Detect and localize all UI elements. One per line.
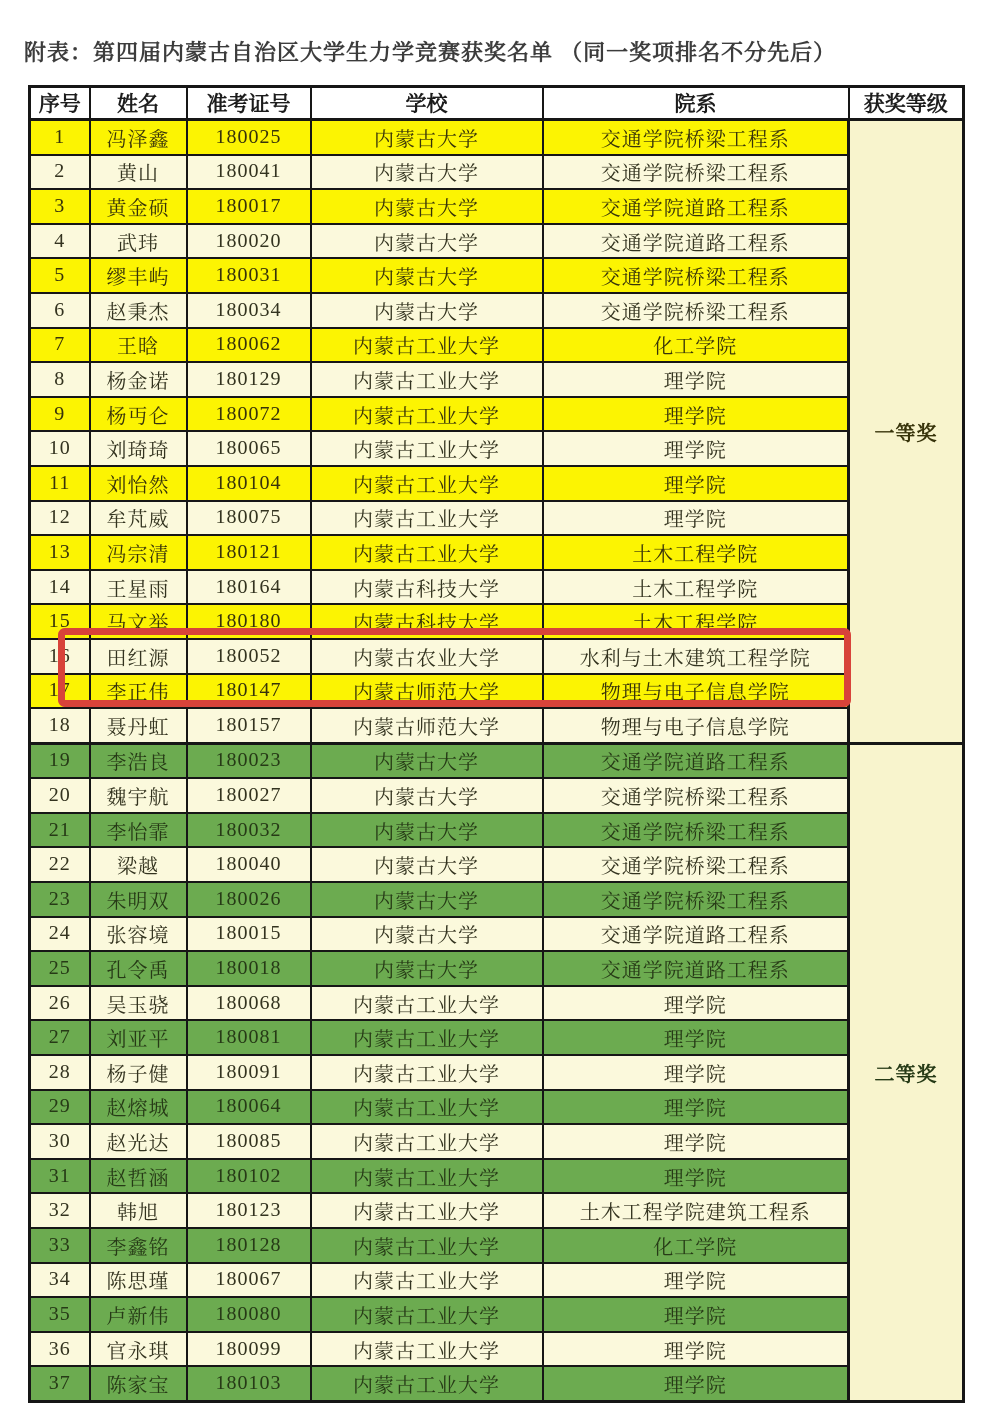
cell-name: 牟芃威 — [90, 501, 187, 536]
cell-school: 内蒙古大学 — [311, 293, 543, 328]
cell-school: 内蒙古大学 — [311, 951, 543, 986]
cell-school: 内蒙古大学 — [311, 258, 543, 293]
cell-department: 交通学院桥梁工程系 — [543, 882, 849, 917]
cell-name: 黄金硕 — [90, 189, 187, 224]
cell-name: 吴玉骁 — [90, 986, 187, 1021]
cell-name: 李浩良 — [90, 743, 187, 778]
cell-name: 杨金诺 — [90, 362, 187, 397]
cell-exam-id: 180067 — [187, 1263, 311, 1298]
cell-no: 34 — [30, 1263, 90, 1298]
cell-name: 王晗 — [90, 328, 187, 363]
table-row — [30, 501, 964, 536]
header-row — [30, 87, 964, 120]
cell-school: 内蒙古工业大学 — [311, 535, 543, 570]
cell-exam-id: 180062 — [187, 328, 311, 363]
table-row — [30, 1193, 964, 1228]
cell-department: 理学院 — [543, 1124, 849, 1159]
cell-school: 内蒙古科技大学 — [311, 570, 543, 605]
table-row — [30, 535, 964, 570]
table-row — [30, 639, 964, 674]
cell-department: 交通学院道路工程系 — [543, 224, 849, 259]
col-header-exam-id: 准考证号 — [187, 87, 311, 120]
cell-department: 理学院 — [543, 986, 849, 1021]
cell-no: 4 — [30, 224, 90, 259]
cell-name: 赵哲涵 — [90, 1159, 187, 1194]
cell-name: 梁越 — [90, 847, 187, 882]
cell-department: 交通学院道路工程系 — [543, 917, 849, 952]
cell-department: 理学院 — [543, 362, 849, 397]
cell-department: 理学院 — [543, 1297, 849, 1332]
cell-school: 内蒙古工业大学 — [311, 1090, 543, 1125]
cell-name: 官永琪 — [90, 1332, 187, 1367]
table-row — [30, 155, 964, 190]
cell-department: 化工学院 — [543, 328, 849, 363]
table-row — [30, 466, 964, 501]
table-row — [30, 951, 964, 986]
cell-name: 魏宇航 — [90, 778, 187, 813]
cell-exam-id: 180072 — [187, 397, 311, 432]
cell-school: 内蒙古大学 — [311, 813, 543, 848]
cell-exam-id: 180091 — [187, 1055, 311, 1090]
cell-exam-id: 180034 — [187, 293, 311, 328]
cell-department: 交通学院桥梁工程系 — [543, 847, 849, 882]
cell-department: 理学院 — [543, 1332, 849, 1367]
cell-name: 刘琦琦 — [90, 431, 187, 466]
cell-exam-id: 180025 — [187, 120, 311, 155]
cell-no: 33 — [30, 1228, 90, 1263]
table-row — [30, 570, 964, 605]
cell-department: 土木工程学院建筑工程系 — [543, 1193, 849, 1228]
cell-exam-id: 180018 — [187, 951, 311, 986]
table-row — [30, 328, 964, 363]
cell-exam-id: 180031 — [187, 258, 311, 293]
cell-name: 朱明双 — [90, 882, 187, 917]
cell-department: 理学院 — [543, 1020, 849, 1055]
awards-table — [28, 85, 965, 1403]
cell-no: 5 — [30, 258, 90, 293]
cell-name: 赵光达 — [90, 1124, 187, 1159]
cell-department: 化工学院 — [543, 1228, 849, 1263]
col-header-award-level: 获奖等级 — [849, 87, 964, 120]
table-row — [30, 1090, 964, 1125]
table-row — [30, 1366, 964, 1401]
cell-school: 内蒙古工业大学 — [311, 501, 543, 536]
cell-no: 17 — [30, 674, 90, 709]
cell-no: 14 — [30, 570, 90, 605]
col-header-department: 院系 — [543, 87, 849, 120]
cell-department: 理学院 — [543, 1055, 849, 1090]
cell-name: 刘怡然 — [90, 466, 187, 501]
cell-no: 30 — [30, 1124, 90, 1159]
page-title: 附表：第四届内蒙古自治区大学生力学竞赛获奖名单 （同一奖项排名不分先后） — [24, 40, 837, 65]
cell-department: 交通学院道路工程系 — [543, 951, 849, 986]
cell-name: 田红源 — [90, 639, 187, 674]
table-row — [30, 813, 964, 848]
cell-school: 内蒙古工业大学 — [311, 1193, 543, 1228]
cell-name: 聂丹虹 — [90, 708, 187, 743]
cell-exam-id: 180023 — [187, 743, 311, 778]
col-header-no: 序号 — [30, 87, 90, 120]
table-row — [30, 986, 964, 1021]
cell-school: 内蒙古工业大学 — [311, 1263, 543, 1298]
table-row — [30, 882, 964, 917]
cell-no: 10 — [30, 431, 90, 466]
cell-school: 内蒙古工业大学 — [311, 986, 543, 1021]
cell-school: 内蒙古师范大学 — [311, 708, 543, 743]
cell-department: 理学院 — [543, 501, 849, 536]
table-row — [30, 120, 964, 155]
cell-school: 内蒙古大学 — [311, 917, 543, 952]
cell-exam-id: 180157 — [187, 708, 311, 743]
cell-exam-id: 180017 — [187, 189, 311, 224]
cell-school: 内蒙古工业大学 — [311, 431, 543, 466]
cell-no: 37 — [30, 1366, 90, 1401]
cell-department: 理学院 — [543, 1090, 849, 1125]
cell-no: 18 — [30, 708, 90, 743]
cell-department: 交通学院道路工程系 — [543, 743, 849, 778]
cell-school: 内蒙古工业大学 — [311, 1020, 543, 1055]
cell-name: 陈家宝 — [90, 1366, 187, 1401]
cell-school: 内蒙古工业大学 — [311, 1366, 543, 1401]
cell-exam-id: 180147 — [187, 674, 311, 709]
cell-no: 36 — [30, 1332, 90, 1367]
cell-department: 交通学院桥梁工程系 — [543, 813, 849, 848]
cell-exam-id: 180099 — [187, 1332, 311, 1367]
cell-name: 孔令禹 — [90, 951, 187, 986]
cell-name: 黄山 — [90, 155, 187, 190]
cell-school: 内蒙古科技大学 — [311, 604, 543, 639]
table-row — [30, 258, 964, 293]
cell-no: 35 — [30, 1297, 90, 1332]
table-row — [30, 431, 964, 466]
cell-school: 内蒙古工业大学 — [311, 1159, 543, 1194]
table-row — [30, 1263, 964, 1298]
table-body — [30, 120, 964, 1402]
table-row — [30, 743, 964, 778]
cell-name: 缪丰屿 — [90, 258, 187, 293]
cell-name: 韩旭 — [90, 1193, 187, 1228]
cell-department: 物理与电子信息学院 — [543, 674, 849, 709]
col-header-name: 姓名 — [90, 87, 187, 120]
cell-department: 土木工程学院 — [543, 604, 849, 639]
cell-name: 陈思瑾 — [90, 1263, 187, 1298]
cell-name: 刘亚平 — [90, 1020, 187, 1055]
table-row — [30, 778, 964, 813]
cell-school: 内蒙古大学 — [311, 189, 543, 224]
award-level-cell-second-prize: 二等奖 — [849, 743, 964, 1401]
cell-department: 物理与电子信息学院 — [543, 708, 849, 743]
cell-department: 理学院 — [543, 431, 849, 466]
cell-exam-id: 180041 — [187, 155, 311, 190]
cell-exam-id: 180085 — [187, 1124, 311, 1159]
cell-no: 26 — [30, 986, 90, 1021]
cell-no: 20 — [30, 778, 90, 813]
cell-no: 8 — [30, 362, 90, 397]
cell-name: 王星雨 — [90, 570, 187, 605]
cell-no: 3 — [30, 189, 90, 224]
table-row — [30, 1228, 964, 1263]
cell-name: 杨丏仑 — [90, 397, 187, 432]
cell-name: 李怡霏 — [90, 813, 187, 848]
cell-department: 理学院 — [543, 1263, 849, 1298]
cell-exam-id: 180164 — [187, 570, 311, 605]
cell-name: 冯宗清 — [90, 535, 187, 570]
table-row — [30, 1055, 964, 1090]
cell-name: 杨子健 — [90, 1055, 187, 1090]
cell-no: 19 — [30, 743, 90, 778]
cell-school: 内蒙古师范大学 — [311, 674, 543, 709]
cell-department: 理学院 — [543, 1159, 849, 1194]
cell-school: 内蒙古工业大学 — [311, 1055, 543, 1090]
table-row — [30, 1124, 964, 1159]
cell-school: 内蒙古大学 — [311, 120, 543, 155]
cell-department: 土木工程学院 — [543, 570, 849, 605]
cell-department: 水利与土木建筑工程学院 — [543, 639, 849, 674]
award-level-cell-first-prize: 一等奖 — [849, 120, 964, 744]
cell-no: 7 — [30, 328, 90, 363]
cell-department: 交通学院桥梁工程系 — [543, 293, 849, 328]
cell-department: 交通学院桥梁工程系 — [543, 258, 849, 293]
cell-no: 23 — [30, 882, 90, 917]
col-header-school: 学校 — [311, 87, 543, 120]
cell-no: 29 — [30, 1090, 90, 1125]
table-row — [30, 917, 964, 952]
cell-department: 理学院 — [543, 466, 849, 501]
cell-exam-id: 180128 — [187, 1228, 311, 1263]
cell-exam-id: 180075 — [187, 501, 311, 536]
cell-no: 12 — [30, 501, 90, 536]
cell-no: 28 — [30, 1055, 90, 1090]
table-row — [30, 293, 964, 328]
table-row — [30, 847, 964, 882]
cell-school: 内蒙古大学 — [311, 155, 543, 190]
cell-exam-id: 180027 — [187, 778, 311, 813]
cell-no: 27 — [30, 1020, 90, 1055]
table-row — [30, 1332, 964, 1367]
cell-no: 31 — [30, 1159, 90, 1194]
cell-exam-id: 180104 — [187, 466, 311, 501]
cell-exam-id: 180103 — [187, 1366, 311, 1401]
cell-no: 21 — [30, 813, 90, 848]
cell-name: 冯泽鑫 — [90, 120, 187, 155]
cell-exam-id: 180068 — [187, 986, 311, 1021]
cell-name: 卢新伟 — [90, 1297, 187, 1332]
cell-name: 张容境 — [90, 917, 187, 952]
table-row — [30, 674, 964, 709]
cell-no: 22 — [30, 847, 90, 882]
table-row — [30, 224, 964, 259]
cell-exam-id: 180040 — [187, 847, 311, 882]
cell-exam-id: 180015 — [187, 917, 311, 952]
cell-no: 11 — [30, 466, 90, 501]
table-row — [30, 604, 964, 639]
cell-exam-id: 180180 — [187, 604, 311, 639]
cell-school: 内蒙古大学 — [311, 882, 543, 917]
cell-name: 李鑫铭 — [90, 1228, 187, 1263]
cell-exam-id: 180123 — [187, 1193, 311, 1228]
cell-exam-id: 180065 — [187, 431, 311, 466]
cell-department: 交通学院桥梁工程系 — [543, 155, 849, 190]
cell-name: 武玮 — [90, 224, 187, 259]
cell-name: 李正伟 — [90, 674, 187, 709]
cell-name: 马文举 — [90, 604, 187, 639]
cell-school: 内蒙古工业大学 — [311, 1297, 543, 1332]
cell-no: 1 — [30, 120, 90, 155]
cell-department: 交通学院道路工程系 — [543, 189, 849, 224]
table-row — [30, 362, 964, 397]
cell-department: 理学院 — [543, 397, 849, 432]
cell-school: 内蒙古工业大学 — [311, 397, 543, 432]
cell-school: 内蒙古大学 — [311, 224, 543, 259]
cell-school: 内蒙古工业大学 — [311, 362, 543, 397]
table-row — [30, 1159, 964, 1194]
cell-exam-id: 180026 — [187, 882, 311, 917]
cell-no: 13 — [30, 535, 90, 570]
cell-exam-id: 180129 — [187, 362, 311, 397]
cell-school: 内蒙古大学 — [311, 778, 543, 813]
cell-school: 内蒙古大学 — [311, 847, 543, 882]
cell-school: 内蒙古农业大学 — [311, 639, 543, 674]
cell-school: 内蒙古工业大学 — [311, 328, 543, 363]
cell-school: 内蒙古工业大学 — [311, 1332, 543, 1367]
cell-exam-id: 180020 — [187, 224, 311, 259]
cell-no: 32 — [30, 1193, 90, 1228]
cell-school: 内蒙古工业大学 — [311, 1124, 543, 1159]
cell-exam-id: 180102 — [187, 1159, 311, 1194]
cell-school: 内蒙古工业大学 — [311, 1228, 543, 1263]
cell-name: 赵熔城 — [90, 1090, 187, 1125]
table-row — [30, 708, 964, 743]
cell-name: 赵秉杰 — [90, 293, 187, 328]
cell-no: 16 — [30, 639, 90, 674]
cell-no: 15 — [30, 604, 90, 639]
cell-exam-id: 180052 — [187, 639, 311, 674]
cell-school: 内蒙古大学 — [311, 743, 543, 778]
cell-exam-id: 180064 — [187, 1090, 311, 1125]
table-row — [30, 1297, 964, 1332]
cell-exam-id: 180032 — [187, 813, 311, 848]
cell-school: 内蒙古工业大学 — [311, 466, 543, 501]
cell-no: 9 — [30, 397, 90, 432]
cell-exam-id: 180081 — [187, 1020, 311, 1055]
cell-department: 土木工程学院 — [543, 535, 849, 570]
table-row — [30, 1020, 964, 1055]
table-row — [30, 189, 964, 224]
cell-exam-id: 180121 — [187, 535, 311, 570]
cell-department: 交通学院桥梁工程系 — [543, 120, 849, 155]
cell-exam-id: 180080 — [187, 1297, 311, 1332]
cell-department: 交通学院桥梁工程系 — [543, 778, 849, 813]
cell-no: 24 — [30, 917, 90, 952]
cell-department: 理学院 — [543, 1366, 849, 1401]
cell-no: 25 — [30, 951, 90, 986]
cell-no: 2 — [30, 155, 90, 190]
cell-no: 6 — [30, 293, 90, 328]
table-row — [30, 397, 964, 432]
